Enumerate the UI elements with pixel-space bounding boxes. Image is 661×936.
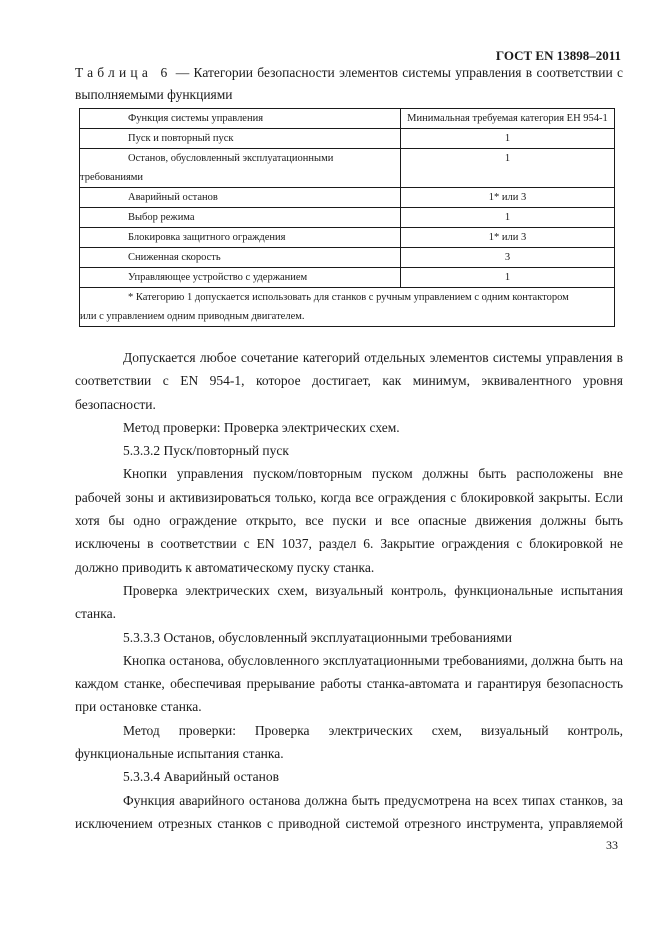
table-row [80,208,615,228]
safety-category-table [79,108,615,327]
row-category: 1 [401,268,615,288]
paragraph: Метод проверки: Проверка электрических схем, визуальный контроль, функциональные испытания станка. [75,722,623,762]
row-category: 1 [401,149,615,188]
table-row [80,149,615,188]
row-category: 1 [401,208,615,228]
section-heading: 5.3.3.2 Пуск/повторный пуск [123,443,289,459]
table-row [80,188,615,208]
row-function: Аварийный останов [128,192,218,203]
row-category: 1 [401,129,615,149]
row-function: Сниженная скорость [128,252,221,263]
paragraph: Функция аварийного останова должна быть предусмотрена на всех типах станков, за исключением отрезных станков с приводной системой отрезного инструмента, управляемой [75,792,623,831]
table-caption-label: Таблица 6 [75,65,172,80]
table-row [80,228,615,248]
table-row [80,268,615,288]
row-function: Пуск и повторный пуск [128,133,234,144]
paragraph: Кнопки управления пуском/повторным пуском должны быть расположены вне рабочей зоны и активизироваться только, когда все ограждения с блокировкой закрыты. Если хотя бы одно ограждение открыто, все пуски и все опасные движения должны быть исключены в соответствии с EN 1037, раздел 6. Закрытие ограждения с блокировкой не должно приводить к автоматическому пуску станка. [75,466,623,575]
row-function: Выбор режима [128,212,195,223]
table-caption-text: — Категории безопасности элементов системы управления в соответствии с выполняемыми функциями [75,65,623,102]
table-note-row [80,288,615,327]
document-code: ГОСТ EN 13898–2011 [495,48,621,63]
row-category: 1* или 3 [401,228,615,248]
row-function: Останов, обусловленный эксплуатационными [128,153,334,164]
table-row [80,248,615,268]
section-heading: 5.3.3.3 Останов, обусловленный эксплуатационными требованиями [123,629,512,645]
row-function: Управляющее устройство с удержанием [128,272,308,283]
paragraph: Метод проверки: Проверка электрических схем. [123,419,400,435]
section-heading: 5.3.3.4 Аварийный останов [123,769,280,785]
row-function-continuation: требованиями [80,172,144,183]
row-category: 1* или 3 [401,188,615,208]
page-number: 33 [606,838,618,852]
table-header-function: Функция системы управления [128,113,264,124]
table-note-line1: * Категорию 1 допускается использовать для станков с ручным управлением с одним контактором [128,292,569,303]
body-text [75,346,623,835]
row-category: 3 [401,248,615,268]
table-note-line2: или с управлением одним приводным двигателем. [80,311,305,322]
paragraph: Допускается любое сочетание категорий отдельных элементов системы управления в соответствии с EN 954-1, которое достигает, как минимум, эквивалентного уровня безопасности. [75,350,623,412]
table-row [80,129,615,149]
table-caption [75,62,623,106]
paragraph: Кнопка останова, обусловленного эксплуатационными требованиями, должна быть на каждом станке, обеспечивая прерывание работы станка-автомата и гарантируя безопасность при остановке станка. [75,652,623,715]
row-function: Блокировка защитного ограждения [128,232,286,243]
table-header-row [80,109,615,129]
table-header-category: Минимальная требуемая категория ЕН 954-1 [401,109,615,129]
paragraph: Проверка электрических схем, визуальный контроль, функциональные испытания станка. [75,582,623,622]
